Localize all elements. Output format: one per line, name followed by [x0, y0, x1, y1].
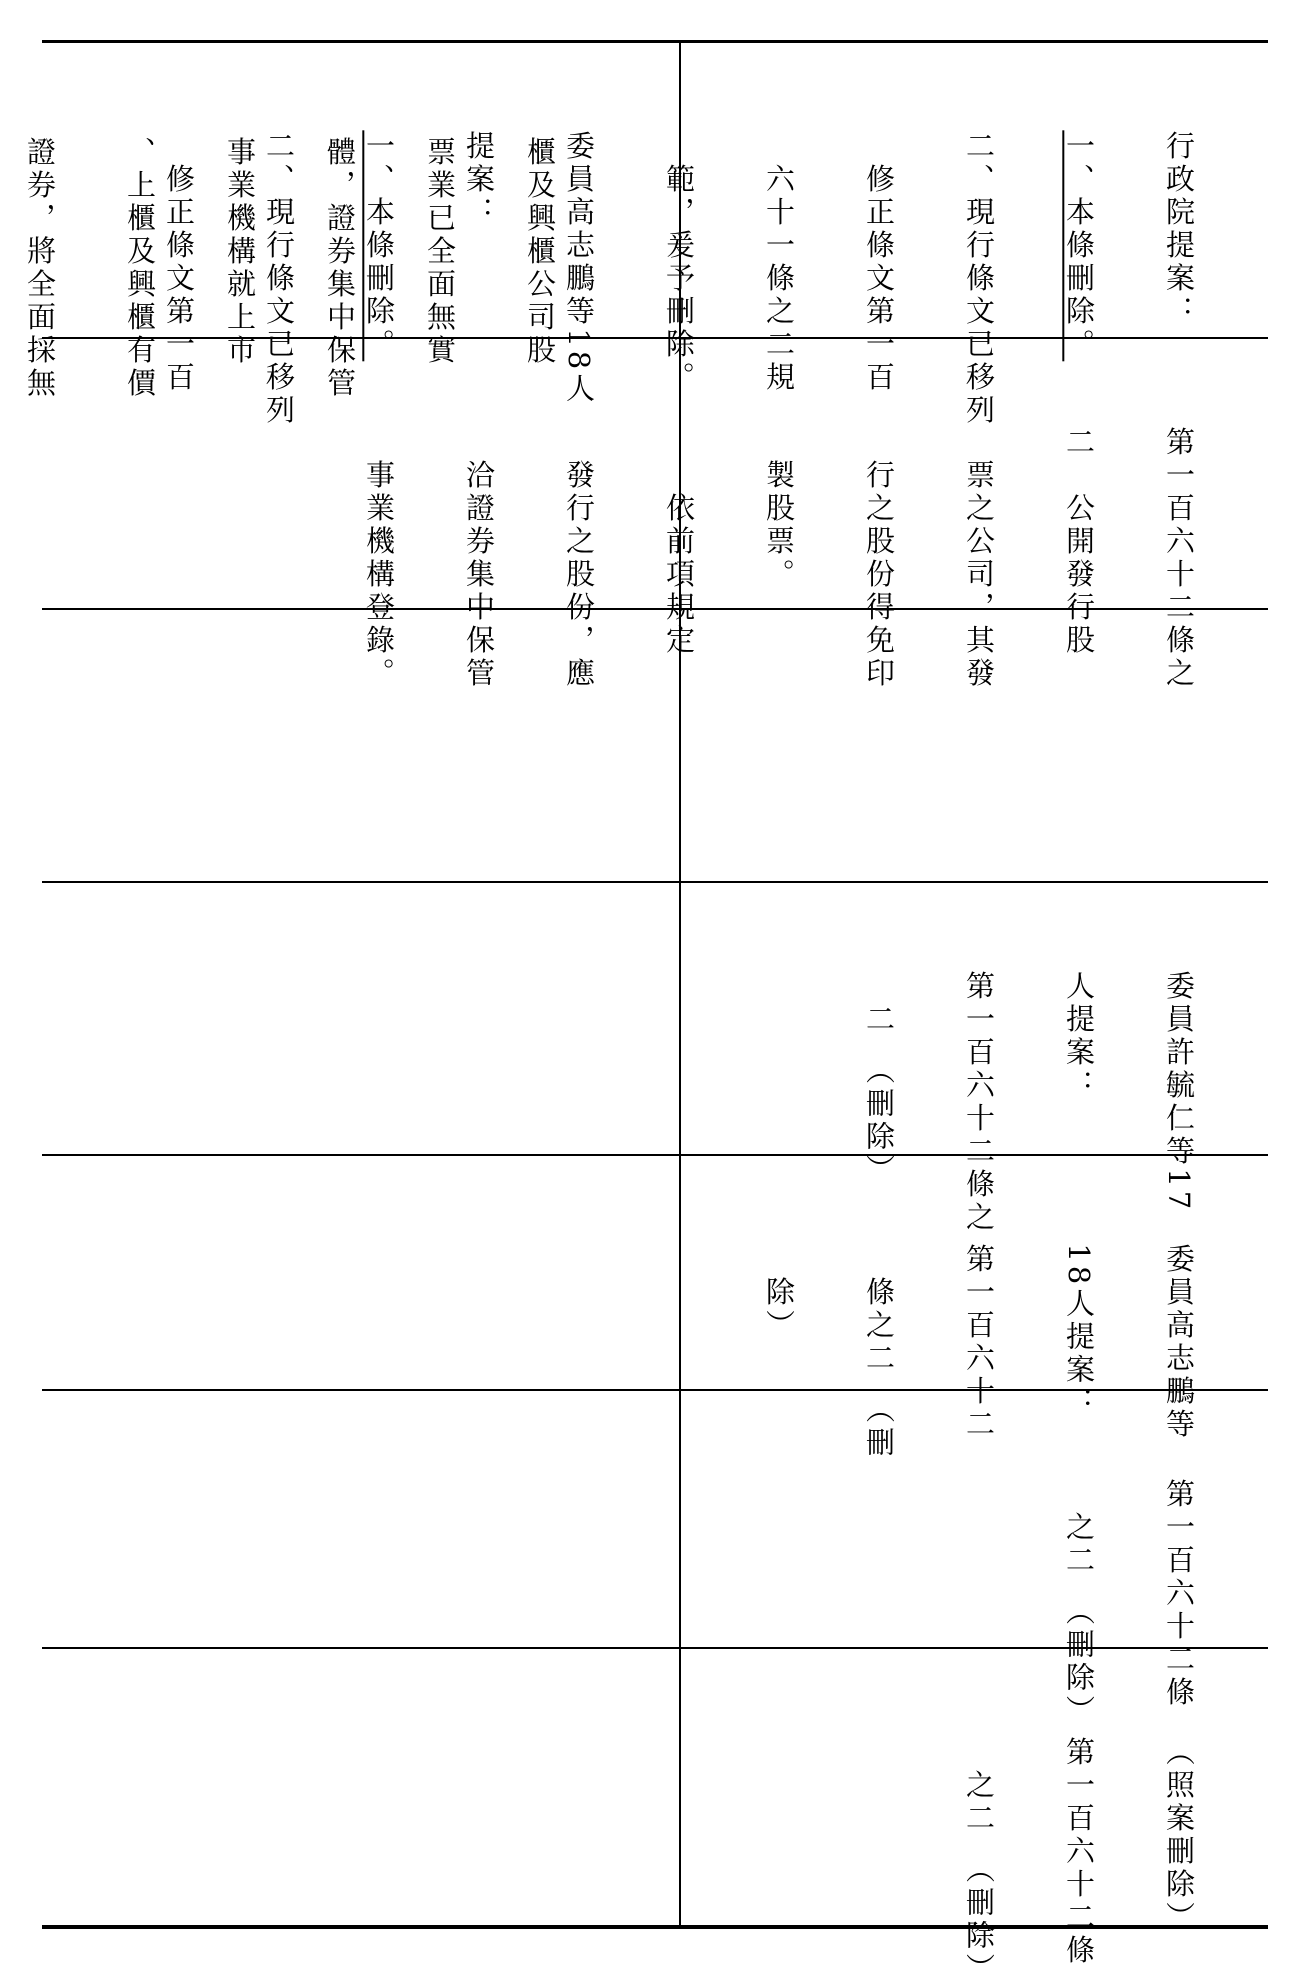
table-cell-current-law	[682, 1391, 1268, 1728]
cell-text	[904, 1657, 1254, 1986]
table-cell-resolution	[682, 1649, 1268, 1986]
cell-line: 六十一條之二規	[762, 130, 796, 395]
cell-line: 體，證券集中保管	[323, 136, 357, 401]
cell-line: 提案：	[462, 130, 496, 230]
cell-line: 櫃及興櫃公司股	[523, 136, 557, 368]
cell-line: 製股票。	[762, 426, 796, 592]
cell-line: 票業已全面無實	[423, 136, 457, 368]
cell-line: （照案刪除）	[1162, 1736, 1196, 1935]
cell-line: 二 （刪除）	[862, 970, 896, 1187]
cell-line: 依前項規定	[662, 426, 696, 658]
cell-line: 行之股份得免印	[862, 426, 896, 691]
cell-line: 委員許毓仁等17	[1162, 970, 1196, 1214]
cell-line: 修正條文第一百	[862, 130, 896, 395]
table-cell-empty	[682, 610, 1268, 881]
cell-line: 第一百六十二條	[1162, 1478, 1196, 1710]
cell-line: 洽證券集中保管	[462, 426, 496, 691]
cell-line: 修正條文第一百	[162, 130, 196, 395]
cell-line: 事業機構就上市	[223, 136, 257, 368]
cell-line: 二 公開發行股	[1062, 426, 1096, 658]
cell-line: 之二 （刪除）	[962, 1736, 996, 1986]
cell-line: 委員高志鵬等	[1162, 1243, 1196, 1442]
cell-line: 18人提案：	[1062, 1243, 1096, 1421]
cell-line: 之二 （刪除）	[1062, 1478, 1096, 1728]
cell-line: 票之公司，其發	[962, 426, 996, 691]
cell-line: 第一百六十二	[962, 1243, 996, 1442]
cell-line: 人提案：	[1062, 970, 1096, 1103]
cell-line: 除）	[762, 1243, 796, 1343]
cell-line: 一、本條刪除。	[1062, 130, 1096, 362]
table-cell-proposal	[682, 1156, 1268, 1460]
cell-line: 行政院提案：	[1162, 130, 1196, 329]
table-cell-proposal	[682, 883, 1268, 1235]
cell-line: 委員高志鵬等18人	[562, 130, 596, 407]
cell-line: 範，爰予刪除。	[662, 130, 696, 395]
cell-line: 第一百六十二條之	[962, 970, 996, 1235]
cell-line: 條之二 （刪	[862, 1243, 896, 1460]
cell-line: 二、現行條文已移列	[962, 130, 996, 428]
cell-line: 第一百六十二條之	[1162, 426, 1196, 691]
cell-line: 事業機構登錄。	[362, 426, 396, 691]
cell-line: 二、現行條文已移列	[262, 130, 296, 428]
cell-line: 證券，將全面採無	[23, 136, 57, 401]
table-cell-proposal	[362, 339, 1268, 691]
cell-line: 發行之股份，應	[562, 426, 596, 691]
cell-line: 第一百六十二條	[1062, 1736, 1096, 1968]
cell-line: 一、本條刪除。	[362, 130, 396, 362]
cell-line: 、上櫃及興櫃有價	[123, 136, 157, 401]
